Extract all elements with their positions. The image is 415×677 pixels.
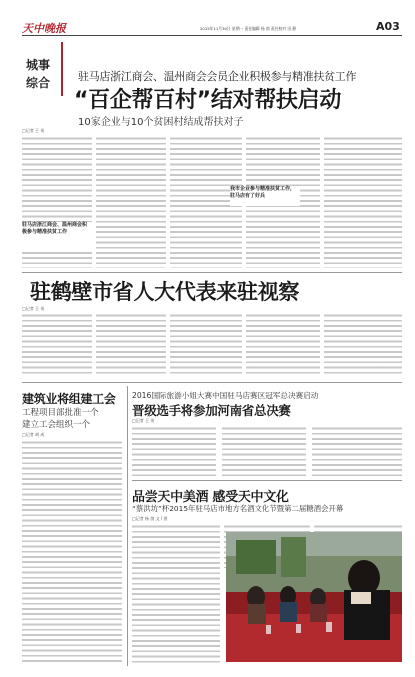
- travel-byline: □记者 王 英: [132, 418, 155, 423]
- construction-subhead-1: 工程项目部批准一个: [22, 408, 99, 418]
- mid-note-line-1: 我市企业参与精准扶贫工作，: [230, 186, 296, 192]
- construction-byline: □记者 胡 成: [22, 432, 45, 437]
- second-story-byline: □记者 王 英: [22, 306, 45, 311]
- section-box: [22, 42, 63, 96]
- travel-headline: 晋级选手将参加河南省总决赛: [132, 403, 291, 418]
- section-label-1: 城事: [26, 58, 51, 72]
- wine-body: [132, 524, 220, 664]
- wine-photo-scene: [226, 532, 402, 662]
- second-story-headline: 驻鹤壁市省人大代表来驻视察: [30, 280, 300, 304]
- side-box-line-1: 驻马店浙江商会、温州商会积: [22, 222, 88, 228]
- travel-body: [132, 426, 402, 476]
- travel-kicker: 2016国际旅游小姐大赛中国驻马店赛区冠军总决赛启动: [132, 391, 319, 400]
- side-box-line-2: 极参与精准扶贫工作: [22, 229, 68, 235]
- mid-note: [230, 186, 300, 206]
- top-story-headline: “百企帮百村”结对帮扶启动: [74, 88, 342, 113]
- construction-body: [22, 440, 122, 664]
- wine-headline: 品尝天中美酒 感受天中文化: [132, 490, 289, 505]
- page-number: A03: [376, 20, 400, 33]
- second-story-body: [22, 313, 402, 377]
- wine-byline: □记者 杨 茵 文 / 图: [132, 516, 168, 521]
- masthead-date-line: 2015年11月30日 星期一 责任编辑 杨 茵 责任校对 田 静: [200, 26, 297, 31]
- wine-tasting-photo: [226, 532, 402, 662]
- construction-subhead-2: 建立工会组织一个: [22, 420, 91, 430]
- section-label-2: 综合: [26, 76, 51, 90]
- mid-note-line-2: 驻马店有了好兵: [230, 193, 266, 199]
- side-box: [22, 222, 92, 250]
- construction-headline: 建筑业将组建工会: [22, 392, 116, 406]
- wine-subhead: “蔡洪坊”杯2015年驻马店市地方名酒文化节暨第二届糖酒会开幕: [132, 504, 344, 513]
- top-story-kicker: 驻马店浙江商会、温州商会会员企业积极参与精准扶贫工作: [78, 70, 357, 83]
- top-story-subhead: 10家企业与10个贫困村结成帮扶对子: [78, 117, 244, 128]
- masthead-logo: 天中晚报: [22, 22, 66, 35]
- wine-body-3: [314, 524, 402, 532]
- top-story-byline: □记者 王 英: [22, 128, 45, 133]
